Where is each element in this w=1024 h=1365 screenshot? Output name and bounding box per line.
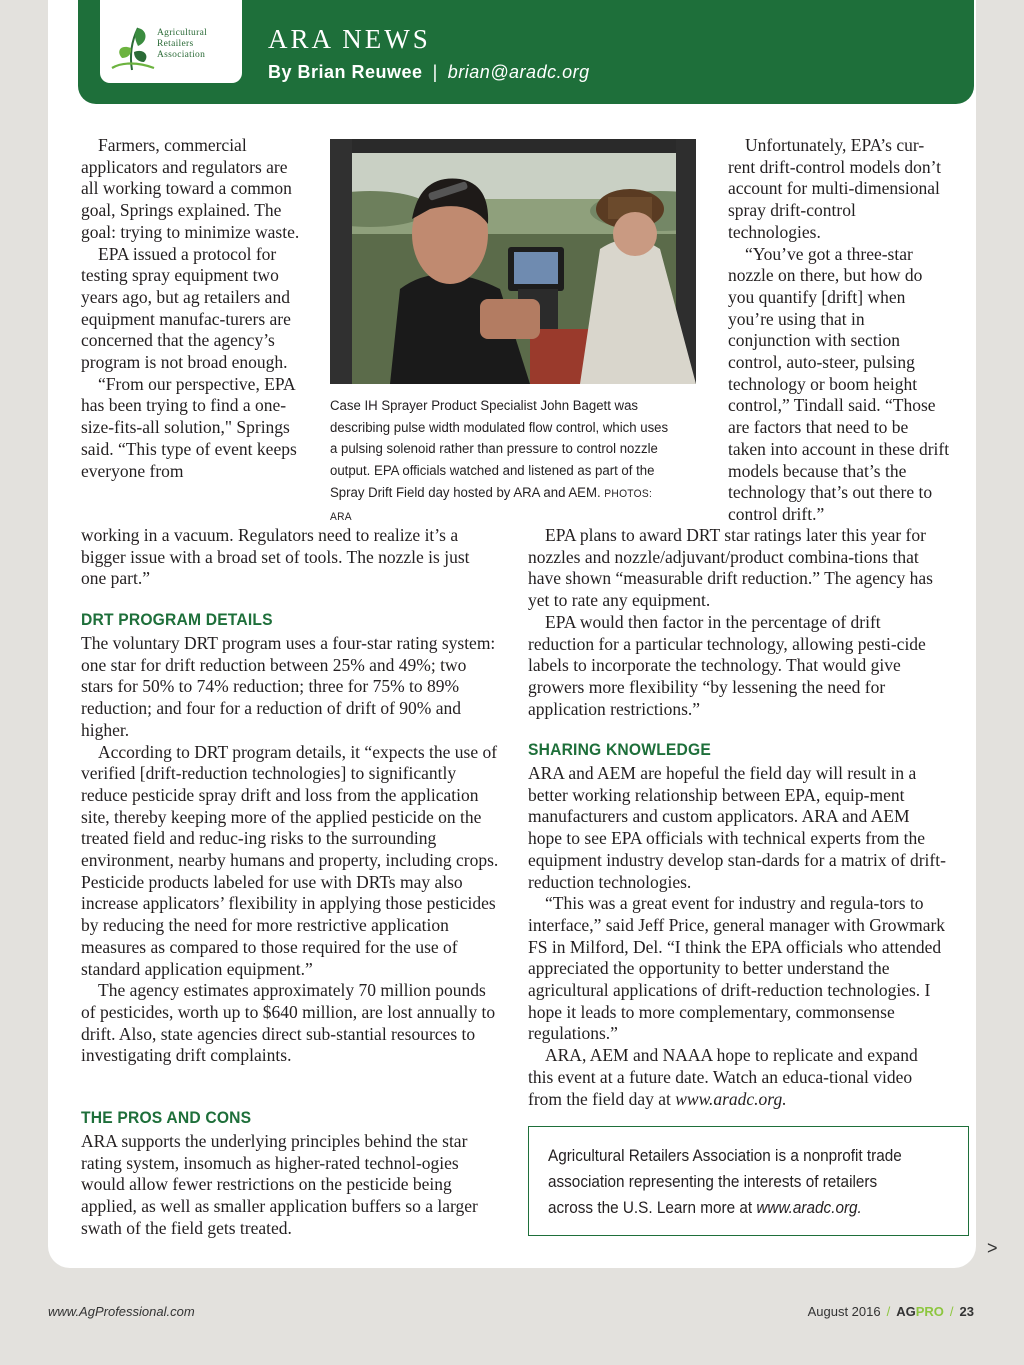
logo-wordmark: [157, 28, 207, 61]
paragraph: [528, 1045, 946, 1110]
author-name: By Brian Reuwee: [268, 62, 423, 82]
footer-website[interactable]: www.AgProfessional.com: [48, 1304, 195, 1319]
paragraph: The voluntary DRT program uses a four-star rating system: one star for drift reduction between 25% and 49%; two stars for 50% to 74% reduction; three for 75% to 89% reduction; and four for a reduction of drift of 90% and higher.: [81, 633, 496, 740]
issue-date: August 2016: [807, 1304, 881, 1319]
column-3-top: [728, 135, 950, 526]
photo-credit: PHOTOS: ARA: [330, 487, 653, 523]
folio-divider: /: [949, 1304, 954, 1319]
paragraph: The agency estimates approximately 70 million pounds of pesticides, worth up to $640 million, are lost annually to drift. Also, state agencies direct sub-stantial resources to investigating drift complaints.: [81, 980, 496, 1066]
paragraph: “You’ve got a three-star nozzle on there, but how do you quantify [drift] when you’re using that in conjunction with section control, auto-steer, pulsing technology or boom height control,” Tindall said. “Those are factors that need to be taken into account in these drift models because that’s the technology that’s out there to control drift.”: [728, 243, 950, 524]
paragraph: EPA would then factor in the percentage of drift reduction for a particular technology, allowing pesti-cide labels to incorporate the technology. That would give growers more flexibility “by lessening the need for application restrictions.”: [528, 611, 926, 719]
leaf-logo-icon: [108, 22, 158, 74]
author-email-link[interactable]: brian@aradc.org: [447, 62, 590, 82]
brand-ag: AG: [896, 1304, 916, 1319]
heading-pros-cons: THE PROS AND CONS: [81, 1108, 252, 1127]
paragraph: “From our perspective, EPA has been trying to find a one-size-fits-all solution," Springs said. “This type of event keeps everyone from: [81, 373, 297, 481]
paragraph: ARA and AEM are hopeful the field day will result in a better working relationship between EPA, equip-ment manufacturers and custom applicators. ARA and AEM hope to see EPA officials with technical experts from the equipment industry develop stan-dards for a matrix of drift-reduction technologies.: [528, 763, 946, 892]
folio-divider: /: [886, 1304, 891, 1319]
paragraph: “This was a great event for industry and regula-tors to interface,” said Jeff Price, general manager with Growmark FS in Milford, Del. “I think the EPA officials who attended appreciated the opportunity to better understand the agricultural applications of drift-reduction technologies. I hope it leads to more complementary, commonsense regulations.”: [528, 893, 946, 1044]
page-number: 23: [959, 1304, 974, 1319]
paragraph: working in a vacuum. Regulators need to realize it’s a bigger issue with a broad set of tools. The nozzle is just one part.”: [81, 525, 470, 589]
column-1-continued: [81, 525, 491, 590]
closing-text: ARA, AEM and NAAA hope to replicate and expand this event at a future date. Watch an educa-tional video from the field day at: [528, 1045, 918, 1109]
column-2: [528, 525, 944, 720]
heading-drt-program: DRT PROGRAM DETAILS: [81, 610, 273, 629]
sprayer-cab-photo: [330, 139, 696, 384]
logo-line-3: Association: [157, 50, 206, 60]
section-title: ARA NEWS: [268, 24, 431, 54]
paragraph: EPA issued a protocol for testing spray equipment two years ago, but ag retailers and equipment manufac-turers are concerned that the agency’s program is not broad enough.: [81, 243, 291, 373]
sharing-section: [528, 763, 946, 1110]
pros-section: [81, 1131, 499, 1240]
logo-line-1: Agricultural: [157, 28, 208, 38]
byline-separator: |: [432, 62, 438, 82]
caption-text: Case IH Sprayer Product Specialist John Bagett was describing pulse width modulated flow control, which uses a pulsing solenoid rather than pressure to control nozzle output. EPA officials watched and listened as part of the Spray Drift Field day hosted by ARA and AEM.: [330, 398, 669, 501]
paragraph: Farmers, commercial applicators and regulators are all working toward a common goal, Springs explained. The goal: trying to minimize waste.: [81, 135, 300, 242]
drt-section: [81, 633, 499, 1067]
paragraph: EPA plans to award DRT star ratings later this year for nozzles and nozzle/adjuvant/product combina-tions that have shown “measurable drift reduction.” The agency has yet to rate any equipment.: [528, 525, 933, 611]
column-1-top: [81, 135, 303, 482]
next-page-arrow-icon[interactable]: >: [987, 1238, 998, 1258]
info-link[interactable]: www.aradc.org.: [756, 1198, 862, 1217]
logo-line-2: Retailers: [157, 39, 194, 49]
paragraph: Unfortunately, EPA’s cur-rent drift-control models don’t account for multi-dimensional spray drift-control technologies.: [728, 135, 942, 242]
photo-caption: [330, 396, 672, 528]
paragraph: According to DRT program details, it “expects the use of verified [drift-reduction technologies] to significantly reduce pesticide spray drift and loss from the application site, thereby keeping more of the applied pesticide on the treated field and reduc-ing risks to the surrounding environment, nearby humans and property, including crops. Pesticide products labeled for use with DRTs may also increase applicators’ flexibility in applying those pesticides by reducing the need for more restrictive application measures as compared to those required for the use of standard application equipment.”: [81, 741, 499, 979]
article-photo: [330, 139, 696, 384]
brand-pro: PRO: [915, 1304, 944, 1319]
heading-sharing-knowledge: SHARING KNOWLEDGE: [528, 740, 711, 759]
paragraph: ARA supports the underlying principles behind the star rating system, insomuch as higher-rated technol-ogies would allow fewer restrictions on the pesticide being applied, as well as smaller application buffers so a larger swath of the field gets treated.: [81, 1131, 478, 1238]
byline: [268, 62, 590, 83]
info-text: Agricultural Retailers Association is a nonprofit trade association representing the interests of retailers across the U.S. Learn more at: [548, 1146, 902, 1217]
website-link[interactable]: www.aradc.org.: [675, 1088, 787, 1109]
footer-folio: [808, 1304, 974, 1319]
info-box-text: [548, 1143, 926, 1221]
